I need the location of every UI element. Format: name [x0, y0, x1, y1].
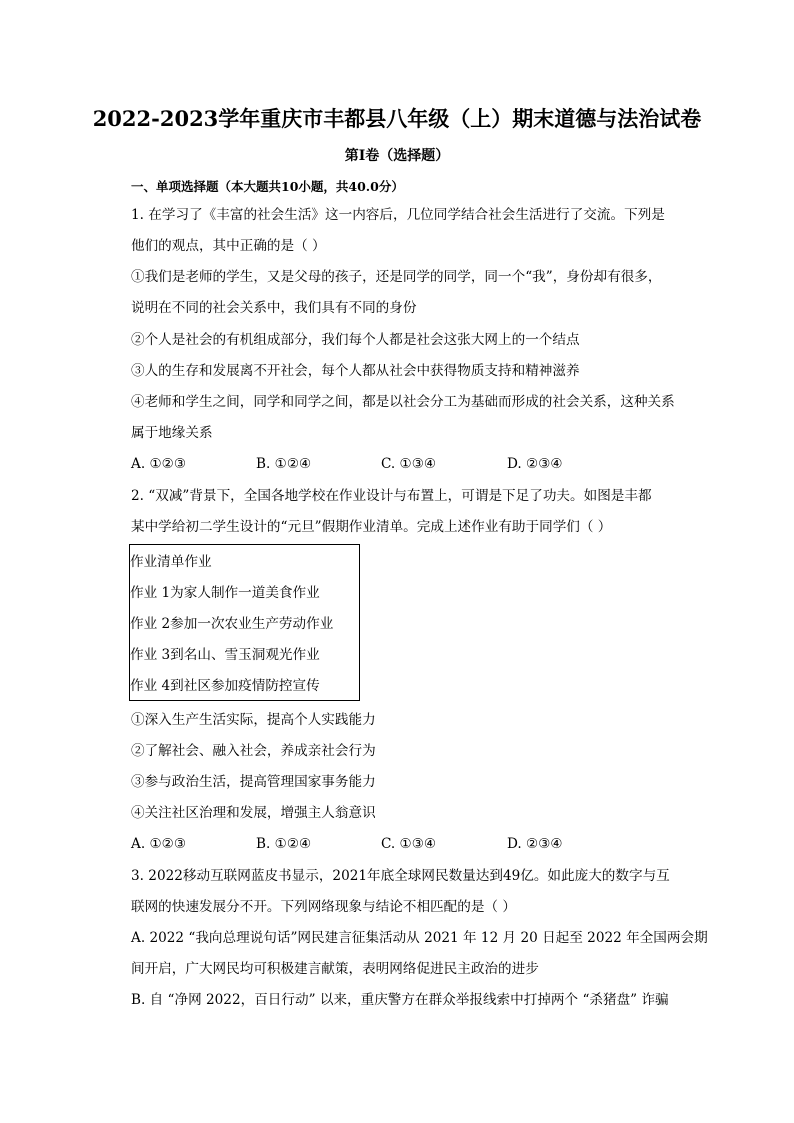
- q3-option-a-line-1[interactable]: A. 2022 “我向总理说句话”网民建言征集活动从 2021 年 12 月 20 日起至 2022 年全国两会期: [131, 930, 708, 946]
- q2-statement-1: ①深入生产生活实际，提高个人实践能力: [131, 712, 376, 728]
- q1-stem-line-2: 他们的观点，其中正确的是（ ）: [131, 238, 326, 254]
- exam-subtitle: 第I卷（选择题）: [344, 148, 450, 164]
- q1-option-a[interactable]: A. ①②③: [131, 456, 187, 472]
- section-heading: 一、单项选择题（本大题共10小题，共40.0分）: [131, 179, 404, 194]
- q3-stem-line-2: 联网的快速发展分不开。下列网络现象与结论不相匹配的是（ ）: [131, 899, 516, 915]
- q1-option-b[interactable]: B. ①②④: [256, 456, 312, 472]
- homework-item-2: 作业 2参加一次农业生产劳动作业: [130, 616, 334, 632]
- q2-option-a[interactable]: A. ①②③: [131, 836, 187, 852]
- q1-statement-1-line-1: ①我们是老师的学生，又是父母的孩子，还是同学的同学，同一个“我”，身份却有很多，: [131, 269, 662, 285]
- q1-statement-4-line-2: 属于地缘关系: [131, 425, 213, 441]
- exam-title: 2022-2023学年重庆市丰都县八年级（上）期末道德与法治试卷: [92, 106, 702, 131]
- homework-item-3: 作业 3到名山、雪玉洞观光作业: [130, 647, 320, 663]
- q2-stem-line-2: 某中学给初二学生设计的“元旦”假期作业清单。完成上述作业有助于同学们（ ）: [131, 519, 612, 535]
- q2-option-c[interactable]: C. ①③④: [381, 836, 437, 852]
- q2-statement-4: ④关注社区治理和发展，增强主人翁意识: [131, 805, 376, 821]
- q1-statement-1-line-2: 说明在不同的社会关系中，我们具有不同的身份: [131, 300, 417, 316]
- homework-list-box: [129, 544, 360, 701]
- q2-option-d[interactable]: D. ②③④: [507, 836, 563, 852]
- q3-option-a-line-2: 间开启，广大网民均可积极建言献策，表明网络促进民主政治的进步: [131, 961, 539, 977]
- q2-statement-3: ③参与政治生活，提高管理国家事务能力: [131, 774, 376, 790]
- q1-statement-3: ③人的生存和发展离不开社会，每个人都从社会中获得物质支持和精神滋养: [131, 363, 580, 379]
- q1-option-c[interactable]: C. ①③④: [381, 456, 437, 472]
- homework-list-header: 作业清单作业: [130, 554, 212, 570]
- q3-stem-line-1: 3. 2022移动互联网蓝皮书显示，2021年底全球网民数量达到49亿。如此庞大的数字与互: [131, 868, 670, 884]
- q1-statement-2: ②个人是社会的有机组成部分，我们每个人都是社会这张大网上的一个结点: [131, 332, 580, 348]
- q2-stem-line-1: 2. “双减”背景下，全国各地学校在作业设计与布置上，可谓是下足了功夫。如图是丰都: [131, 488, 652, 504]
- homework-item-1: 作业 1为家人制作一道美食作业: [130, 585, 320, 601]
- q1-stem-line-1: 1. 在学习了《丰富的社会生活》这一内容后，几位同学结合社会生活进行了交流。下列是: [131, 207, 665, 223]
- homework-item-4: 作业 4到社区参加疫情防控宣传: [130, 678, 320, 694]
- q2-option-b[interactable]: B. ①②④: [256, 836, 312, 852]
- q1-option-d[interactable]: D. ②③④: [507, 456, 563, 472]
- q1-statement-4-line-1: ④老师和学生之间，同学和同学之间，都是以社会分工为基础而形成的社会关系，这种关系: [131, 394, 675, 410]
- q3-option-b-line-1[interactable]: B. 自 “净网 2022，百日行动” 以来，重庆警方在群众举报线索中打掉两个 “杀猪盘” 诈骗: [131, 992, 669, 1008]
- q2-statement-2: ②了解社会、融入社会，养成亲社会行为: [131, 743, 376, 759]
